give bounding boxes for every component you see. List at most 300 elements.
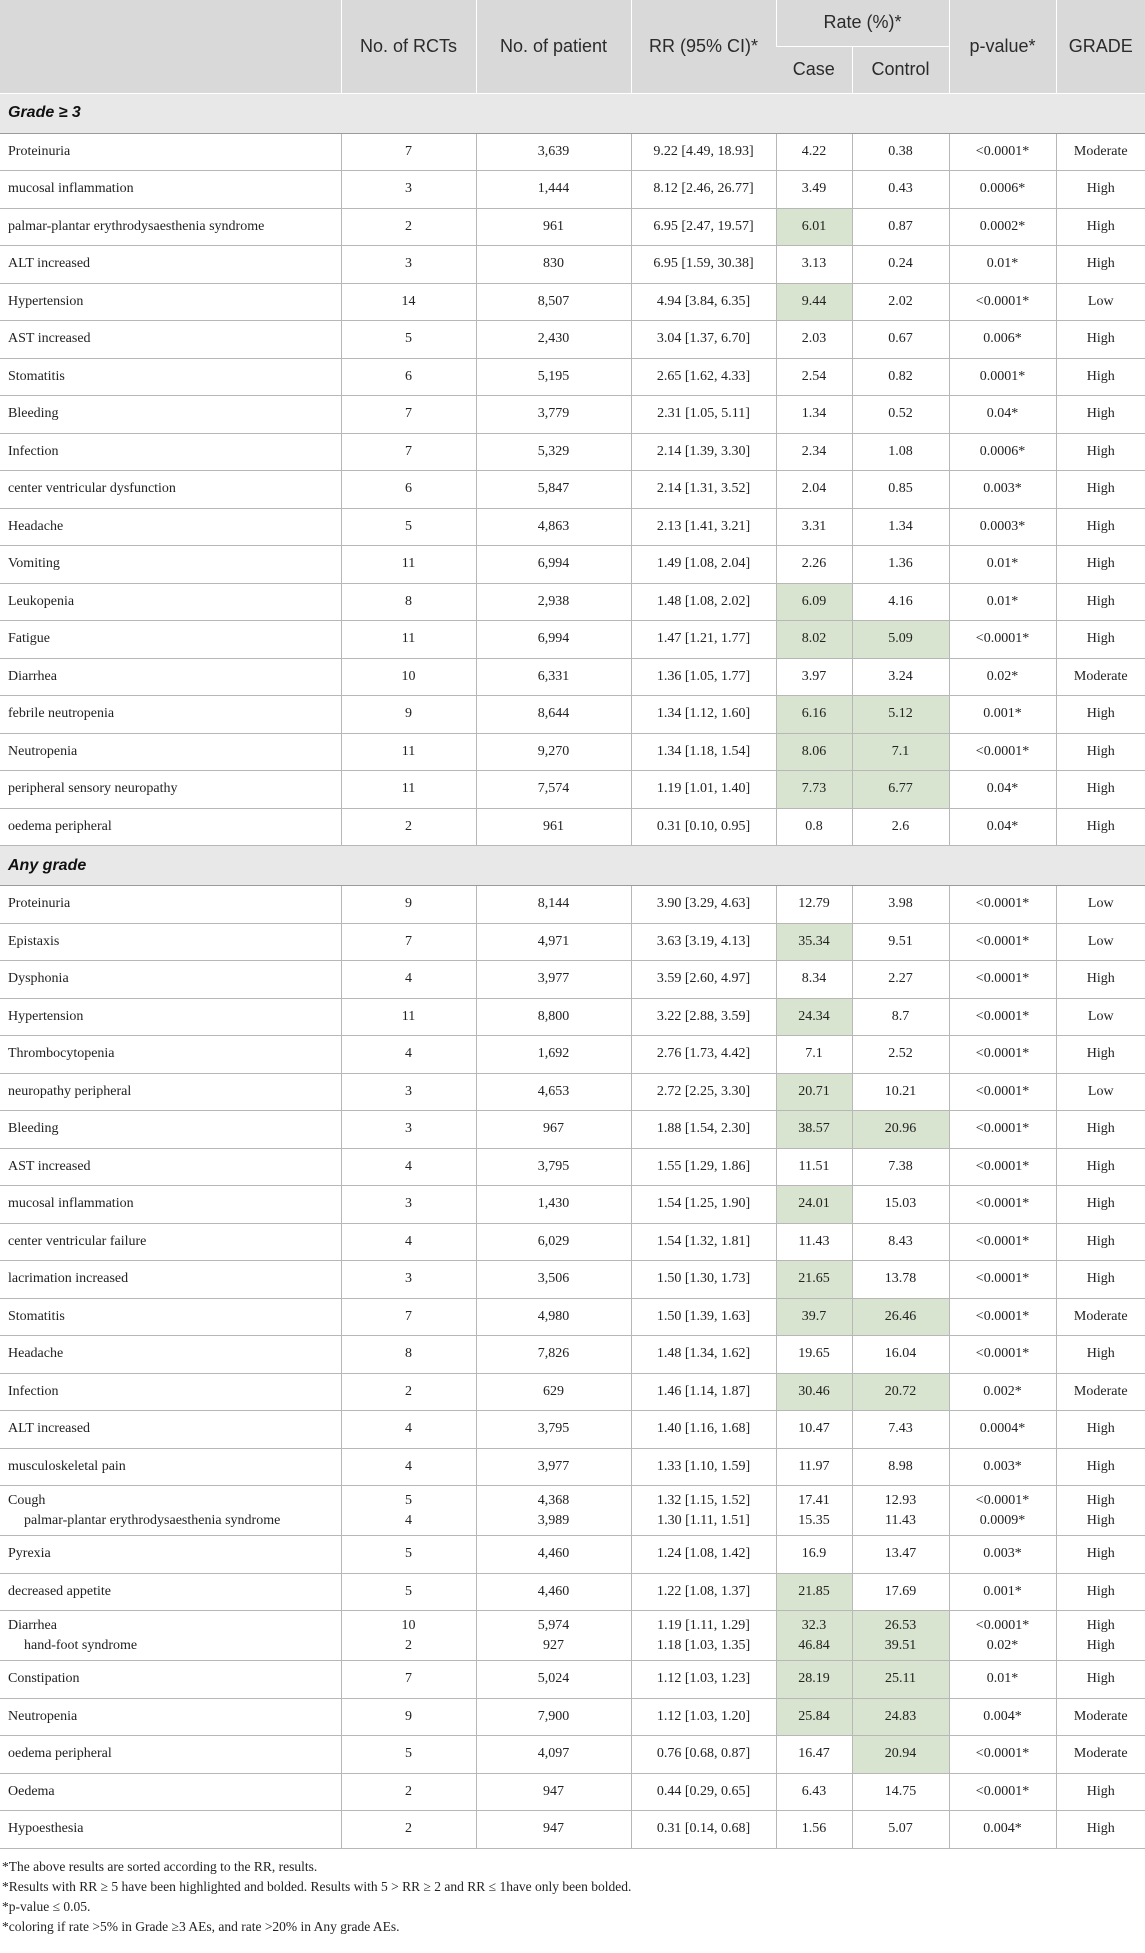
cell-case [776, 1411, 852, 1449]
cell-p [949, 1698, 1056, 1736]
table-header [0, 0, 1145, 93]
cell-p-value: <0.0001* [975, 631, 1030, 647]
cell-rr-value: 2.65 [1.62, 4.33] [656, 368, 751, 384]
cell-patients [476, 658, 631, 696]
cell-p-value: 0.001* [983, 706, 1022, 722]
cell-grade [1056, 1698, 1145, 1736]
cell-rcts-value: 11 [401, 631, 416, 647]
cell-control [852, 733, 949, 771]
cell-rcts [341, 358, 476, 396]
cell-ae-value: musculoskeletal pain [8, 1458, 126, 1474]
cell-patients-value: 8,800 [537, 1008, 570, 1024]
cell-p-value: 0.01* [986, 256, 1019, 272]
cell-rr-value: 6.95 [2.47, 19.57] [653, 218, 754, 234]
cell-ae [0, 1223, 341, 1261]
cell-p-value: <0.0001* [975, 1233, 1030, 1249]
cell-rr [631, 583, 776, 621]
cell-case [776, 208, 852, 246]
cell-rcts-value: 7 [405, 143, 412, 159]
cell-grade-value: High [1086, 818, 1115, 834]
cell-rr [631, 1186, 776, 1224]
table-row [0, 1536, 1145, 1574]
cell-control-value: 1.36 [888, 556, 913, 572]
cell-rcts-value: 3 [405, 181, 412, 197]
cell-ae-value: Stomatitis [8, 1308, 65, 1324]
cell-case [776, 808, 852, 846]
cell-control-value: 0.52 [888, 406, 913, 422]
cell-patients [476, 1698, 631, 1736]
cell-rr [631, 546, 776, 584]
header-adverse-event [0, 0, 341, 93]
cell-rr [631, 961, 776, 999]
cell-control-value: 2.52 [888, 1046, 913, 1062]
cell-rcts [341, 246, 476, 284]
header-grade: GRADE [1056, 0, 1145, 93]
cell-control-value: 2.27 [888, 971, 913, 987]
cell-rcts [341, 1573, 476, 1611]
cell-ae-value: palmar-plantar erythrodysaesthenia syndrome [24, 1512, 281, 1528]
cell-patients [476, 733, 631, 771]
cell-p-value: 0.01* [986, 593, 1019, 609]
cell-ae-value: decreased appetite [8, 1583, 111, 1599]
cell-p [949, 171, 1056, 209]
cell-p-value: <0.0001* [975, 896, 1030, 912]
cell-grade [1056, 1611, 1145, 1661]
cell-grade [1056, 1336, 1145, 1374]
cell-patients [476, 396, 631, 434]
cell-rr-value: 1.12 [1.03, 1.20] [656, 1708, 751, 1724]
cell-control-value: 20.94 [884, 1746, 917, 1762]
cell-rr-value: 1.50 [1.30, 1.73] [656, 1271, 751, 1287]
cell-rcts-value: 2 [405, 218, 412, 234]
cell-case [776, 1448, 852, 1486]
cell-rr-value: 1.34 [1.12, 1.60] [656, 706, 751, 722]
table-row [0, 1811, 1145, 1849]
cell-control [852, 961, 949, 999]
cell-p-value: 0.02* [986, 668, 1019, 684]
cell-ae-value: Epistaxis [8, 933, 60, 949]
cell-case-value: 6.16 [801, 706, 827, 722]
table-row [0, 283, 1145, 321]
cell-case-value: 3.13 [801, 256, 827, 272]
cell-ae-value: Leukopenia [8, 593, 75, 609]
cell-grade-value: High [1086, 1492, 1115, 1508]
cell-rcts-value: 11 [401, 781, 416, 797]
cell-rcts [341, 1261, 476, 1299]
cell-control [852, 171, 949, 209]
cell-p-value: <0.0001* [975, 143, 1030, 159]
cell-rcts-value: 4 [405, 1421, 412, 1437]
cell-grade [1056, 961, 1145, 999]
cell-grade [1056, 696, 1145, 734]
cell-patients [476, 1036, 631, 1074]
cell-case-value: 6.01 [801, 218, 827, 234]
cell-patients [476, 1373, 631, 1411]
cell-rr [631, 208, 776, 246]
header-case: Case [776, 46, 852, 93]
cell-rcts [341, 998, 476, 1036]
cell-rr-value: 1.24 [1.08, 1.42] [656, 1546, 751, 1562]
table-row [0, 1373, 1145, 1411]
cell-case [776, 246, 852, 284]
cell-p-value: <0.0001* [975, 971, 1030, 987]
cell-case-value: 3.31 [801, 518, 827, 534]
cell-rr [631, 1573, 776, 1611]
cell-control [852, 1661, 949, 1699]
cell-rr [631, 133, 776, 171]
cell-case [776, 1186, 852, 1224]
cell-ae [0, 1186, 341, 1224]
cell-p [949, 696, 1056, 734]
cell-case [776, 1573, 852, 1611]
header-patients: No. of patient [476, 0, 631, 93]
cell-ae [0, 961, 341, 999]
cell-case [776, 508, 852, 546]
cell-control-value: 8.98 [888, 1458, 913, 1474]
cell-rr-value: 9.22 [4.49, 18.93] [653, 143, 754, 159]
cell-control [852, 998, 949, 1036]
footnotes [0, 1849, 1145, 1937]
cell-p-value: <0.0001* [975, 1492, 1030, 1508]
cell-ae [0, 246, 341, 284]
cell-case [776, 1298, 852, 1336]
cell-rr [631, 1736, 776, 1774]
cell-ae [0, 998, 341, 1036]
section-row [0, 846, 1145, 886]
cell-patients-value: 3,977 [537, 1458, 570, 1474]
cell-rr-value: 1.50 [1.39, 1.63] [656, 1308, 751, 1324]
cell-control [852, 1261, 949, 1299]
cell-patients [476, 433, 631, 471]
cell-case [776, 998, 852, 1036]
cell-rr-value: 1.19 [1.01, 1.40] [656, 781, 751, 797]
cell-control-value: 13.47 [884, 1546, 917, 1562]
cell-case [776, 658, 852, 696]
cell-rcts [341, 1373, 476, 1411]
cell-rcts [341, 733, 476, 771]
cell-rr [631, 771, 776, 809]
cell-rr-value: 1.40 [1.16, 1.68] [656, 1421, 751, 1437]
cell-case [776, 1261, 852, 1299]
cell-control [852, 508, 949, 546]
cell-p [949, 886, 1056, 924]
cell-patients-value: 4,980 [537, 1308, 570, 1324]
cell-case-value: 2.54 [801, 368, 827, 384]
cell-rcts-value: 11 [401, 556, 416, 572]
cell-rr-value: 0.44 [0.29, 0.65] [656, 1783, 751, 1799]
cell-p [949, 396, 1056, 434]
header-rate: Rate (%)* [776, 0, 949, 46]
cell-p [949, 1336, 1056, 1374]
cell-p [949, 508, 1056, 546]
cell-grade-value: High [1086, 1421, 1115, 1437]
cell-control-value: 1.08 [888, 443, 913, 459]
cell-p [949, 1573, 1056, 1611]
cell-case-value: 46.84 [798, 1637, 830, 1653]
cell-grade-value: High [1086, 593, 1115, 609]
cell-control-value: 17.69 [884, 1583, 917, 1599]
cell-control [852, 771, 949, 809]
cell-ae [0, 133, 341, 171]
cell-patients-value: 830 [543, 256, 564, 272]
cell-ae [0, 1536, 341, 1574]
footnote-line: *coloring if rate >5% in Grade ≥3 AEs, and rate >20% in Any grade AEs. [2, 1918, 400, 1934]
cell-patients [476, 1448, 631, 1486]
cell-control [852, 546, 949, 584]
cell-grade-value: High [1086, 1346, 1115, 1362]
table-row [0, 171, 1145, 209]
cell-rr [631, 1486, 776, 1536]
table-row [0, 621, 1145, 659]
cell-patients-value: 3,795 [537, 1158, 570, 1174]
cell-rcts-value: 3 [405, 1083, 412, 1099]
cell-rr-value: 1.54 [1.25, 1.90] [656, 1196, 751, 1212]
cell-case-value: 2.34 [801, 443, 827, 459]
cell-grade [1056, 1573, 1145, 1611]
cell-grade-value: Moderate [1073, 1308, 1128, 1324]
cell-patients-value: 1,692 [537, 1046, 570, 1062]
cell-patients-value: 4,460 [537, 1546, 570, 1562]
cell-ae-value: Diarrhea [8, 668, 57, 684]
cell-case [776, 1486, 852, 1536]
cell-p-value: <0.0001* [975, 1083, 1030, 1099]
cell-rcts [341, 658, 476, 696]
cell-rr-value: 3.59 [2.60, 4.97] [656, 971, 751, 987]
cell-control [852, 886, 949, 924]
table-row [0, 1298, 1145, 1336]
cell-ae [0, 1261, 341, 1299]
cell-rcts [341, 471, 476, 509]
cell-rr [631, 886, 776, 924]
cell-patients [476, 808, 631, 846]
cell-p-value: 0.0001* [979, 368, 1026, 384]
cell-p [949, 546, 1056, 584]
cell-ae-value: hand-foot syndrome [24, 1637, 138, 1653]
cell-ae [0, 208, 341, 246]
cell-ae-value: Infection [8, 443, 59, 459]
cell-rr-value: 0.31 [0.14, 0.68] [656, 1821, 751, 1837]
cell-grade [1056, 396, 1145, 434]
cell-grade-value: High [1086, 1271, 1115, 1287]
cell-patients-value: 3,779 [537, 406, 570, 422]
cell-patients-value: 3,989 [537, 1512, 570, 1528]
cell-p-value: 0.006* [983, 331, 1022, 347]
cell-rcts-value: 2 [405, 818, 412, 834]
cell-grade [1056, 808, 1145, 846]
cell-ae-value: center ventricular dysfunction [8, 481, 176, 497]
cell-p [949, 998, 1056, 1036]
cell-case-value: 15.35 [798, 1512, 830, 1528]
cell-ae-value: Vomiting [8, 556, 60, 572]
cell-ae-value: AST increased [8, 331, 91, 347]
cell-control [852, 133, 949, 171]
cell-patients-value: 8,144 [537, 896, 570, 912]
cell-rcts-value: 2 [405, 1637, 412, 1653]
cell-grade [1056, 171, 1145, 209]
cell-case [776, 961, 852, 999]
cell-case-value: 17.41 [798, 1492, 830, 1508]
cell-rcts-value: 4 [405, 971, 412, 987]
cell-rr [631, 1411, 776, 1449]
cell-grade-value: Low [1087, 293, 1114, 309]
cell-p [949, 1486, 1056, 1536]
cell-p [949, 1661, 1056, 1699]
cell-patients-value: 5,195 [537, 368, 570, 384]
cell-case-value: 19.65 [798, 1346, 830, 1362]
cell-grade [1056, 433, 1145, 471]
cell-control-value: 8.7 [891, 1008, 910, 1024]
cell-p [949, 1736, 1056, 1774]
cell-p [949, 1298, 1056, 1336]
cell-rcts-value: 3 [405, 1196, 412, 1212]
cell-ae-value: Dysphonia [8, 971, 69, 987]
cell-control [852, 1036, 949, 1074]
table-row [0, 1261, 1145, 1299]
table-row [0, 1486, 1145, 1536]
table-row [0, 208, 1145, 246]
cell-rcts [341, 923, 476, 961]
cell-rcts [341, 1536, 476, 1574]
cell-ae [0, 658, 341, 696]
table-row [0, 1411, 1145, 1449]
cell-rr [631, 1148, 776, 1186]
cell-control [852, 433, 949, 471]
table-row [0, 433, 1145, 471]
cell-rr [631, 508, 776, 546]
cell-ae [0, 1148, 341, 1186]
cell-rr [631, 733, 776, 771]
cell-ae-value: Neutropenia [8, 1708, 78, 1724]
cell-grade-value: Moderate [1073, 668, 1128, 684]
cell-grade-value: Moderate [1073, 143, 1128, 159]
cell-ae-value: Cough [8, 1492, 46, 1508]
cell-rr-value: 3.04 [1.37, 6.70] [656, 331, 751, 347]
cell-ae-value: palmar-plantar erythrodysaesthenia syndrome [8, 218, 265, 234]
cell-ae-value: Headache [8, 518, 64, 534]
cell-ae [0, 621, 341, 659]
table-row [0, 1073, 1145, 1111]
cell-rcts [341, 546, 476, 584]
cell-ae [0, 923, 341, 961]
cell-ae-value: Hypoesthesia [8, 1821, 84, 1837]
cell-ae [0, 433, 341, 471]
cell-patients-value: 4,863 [537, 518, 570, 534]
cell-rr [631, 1223, 776, 1261]
cell-rcts-value: 3 [405, 1121, 412, 1137]
cell-patients-value: 3,977 [537, 971, 570, 987]
cell-grade [1056, 1486, 1145, 1536]
cell-p-value: 0.01* [986, 1671, 1019, 1687]
cell-rr-value: 1.19 [1.11, 1.29] [657, 1617, 750, 1633]
cell-rcts [341, 133, 476, 171]
cell-ae-value: Stomatitis [8, 368, 65, 384]
cell-control-value: 12.93 [884, 1492, 917, 1508]
cell-case [776, 1773, 852, 1811]
cell-p-value: 0.004* [983, 1708, 1022, 1724]
cell-grade [1056, 1186, 1145, 1224]
cell-rr [631, 321, 776, 359]
cell-rr-value: 3.63 [3.19, 4.13] [656, 933, 751, 949]
cell-case [776, 1611, 852, 1661]
table-row [0, 1148, 1145, 1186]
cell-patients [476, 1811, 631, 1849]
cell-grade-value: High [1086, 368, 1115, 384]
cell-case-value: 1.56 [801, 1821, 827, 1837]
cell-case-value: 30.46 [798, 1383, 830, 1399]
cell-p-value: <0.0001* [975, 1196, 1030, 1212]
cell-grade-value: High [1086, 1821, 1115, 1837]
cell-ae [0, 1698, 341, 1736]
cell-p-value: <0.0001* [975, 1008, 1030, 1024]
cell-grade [1056, 998, 1145, 1036]
cell-rr [631, 1811, 776, 1849]
cell-control-value: 6.77 [888, 781, 913, 797]
cell-grade-value: High [1086, 1671, 1115, 1687]
cell-p [949, 358, 1056, 396]
cell-rr-value: 1.18 [1.03, 1.35] [656, 1637, 751, 1653]
cell-p-value: <0.0001* [975, 1121, 1030, 1137]
cell-grade-value: High [1086, 1233, 1115, 1249]
table-row [0, 733, 1145, 771]
cell-grade-value: Moderate [1073, 1746, 1128, 1762]
table-row [0, 998, 1145, 1036]
cell-case-value: 28.19 [798, 1671, 830, 1687]
cell-p-value: 0.0004* [979, 1421, 1026, 1437]
cell-p [949, 771, 1056, 809]
cell-ae [0, 733, 341, 771]
cell-grade-value: High [1086, 256, 1115, 272]
cell-rcts-value: 2 [405, 1383, 412, 1399]
cell-rcts [341, 621, 476, 659]
cell-grade [1056, 1073, 1145, 1111]
cell-case-value: 6.09 [801, 593, 827, 609]
cell-ae-value: oedema peripheral [8, 818, 112, 834]
table-row [0, 246, 1145, 284]
cell-control-value: 39.51 [884, 1637, 917, 1653]
cell-grade-value: Low [1087, 896, 1114, 912]
cell-rr [631, 1261, 776, 1299]
cell-patients [476, 961, 631, 999]
cell-control-value: 11.43 [885, 1512, 916, 1528]
cell-rcts-value: 10 [401, 668, 416, 684]
cell-ae-value: neuropathy peripheral [8, 1083, 132, 1099]
cell-rcts-value: 14 [401, 293, 416, 309]
cell-patients-value: 4,097 [537, 1746, 570, 1762]
cell-grade [1056, 1773, 1145, 1811]
cell-case-value: 8.02 [801, 631, 827, 647]
cell-case [776, 1073, 852, 1111]
cell-control [852, 923, 949, 961]
table-row [0, 1111, 1145, 1149]
cell-grade [1056, 771, 1145, 809]
cell-grade [1056, 1411, 1145, 1449]
cell-grade [1056, 321, 1145, 359]
cell-rcts-value: 10 [401, 1617, 416, 1633]
cell-rcts [341, 1186, 476, 1224]
cell-grade-value: High [1086, 1512, 1115, 1528]
cell-grade [1056, 1736, 1145, 1774]
cell-patients [476, 886, 631, 924]
cell-control [852, 808, 949, 846]
cell-rr [631, 696, 776, 734]
cell-rcts-value: 4 [405, 1158, 412, 1174]
cell-ae [0, 1811, 341, 1849]
cell-rr [631, 283, 776, 321]
cell-patients-value: 927 [543, 1637, 564, 1653]
cell-grade [1056, 208, 1145, 246]
cell-p [949, 246, 1056, 284]
cell-grade [1056, 1261, 1145, 1299]
